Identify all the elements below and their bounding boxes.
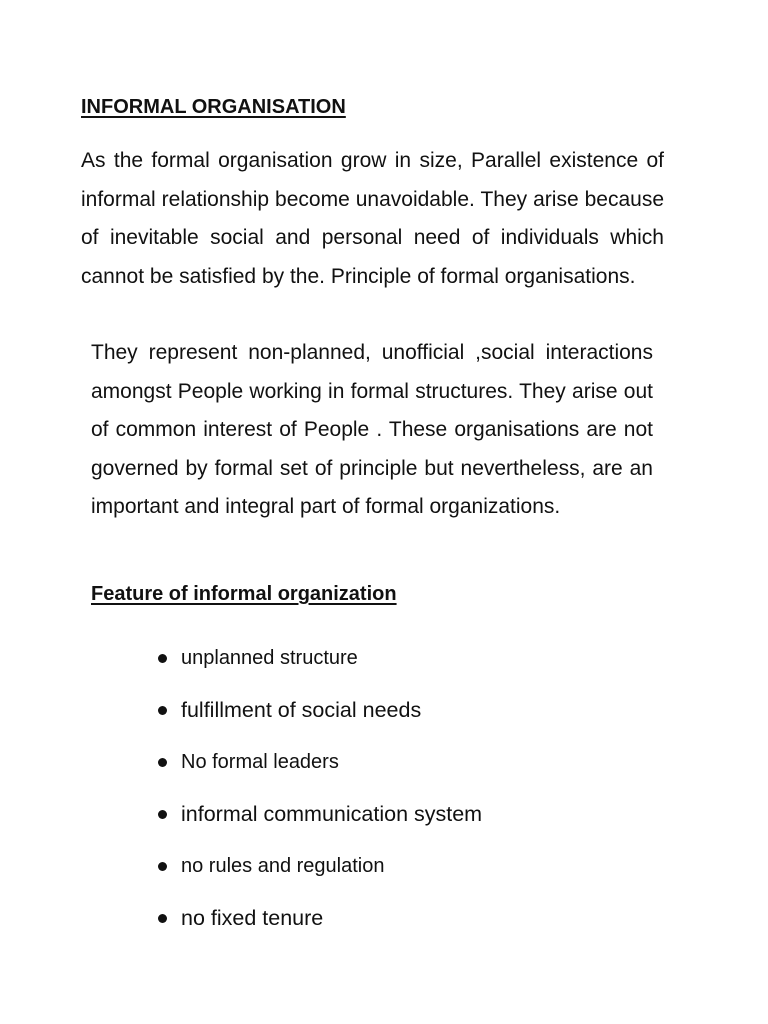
- feature-label: fulfillment of social needs: [181, 697, 422, 722]
- list-item: [158, 840, 482, 892]
- features-heading: Feature of informal organization: [91, 583, 397, 605]
- feature-label: no fixed tenure: [181, 905, 324, 930]
- feature-label: unplanned structure: [181, 646, 358, 669]
- list-item: [158, 736, 482, 788]
- page-title: INFORMAL ORGANISATION: [81, 96, 346, 118]
- bullet-icon: [158, 706, 167, 715]
- intro-paragraph: As the formal organisation grow in size, Parallel existence of informal relationship become unavoidable. They arise because of inevitable social and personal need of individuals which cannot be satisfied by the. Principle of formal organisations.: [81, 149, 664, 288]
- description-paragraph: They represent non-planned, unofficial ,social interactions amongst People working in formal structures. They arise out of common interest of People . These organisations are not governed by formal set of principle but nevertheless, are an important and integral part of formal organizations.: [91, 341, 653, 518]
- list-item: [158, 788, 482, 840]
- bullet-icon: [158, 914, 167, 923]
- list-item: [158, 684, 482, 736]
- bullet-icon: [158, 810, 167, 819]
- bullet-icon: [158, 654, 167, 663]
- feature-label: informal communication system: [181, 801, 483, 826]
- feature-label: no rules and regulation: [181, 854, 385, 877]
- list-item: [158, 892, 482, 944]
- features-list: [158, 632, 482, 944]
- feature-label: No formal leaders: [181, 750, 339, 773]
- bullet-icon: [158, 862, 167, 871]
- bullet-icon: [158, 758, 167, 767]
- list-item: [158, 632, 482, 684]
